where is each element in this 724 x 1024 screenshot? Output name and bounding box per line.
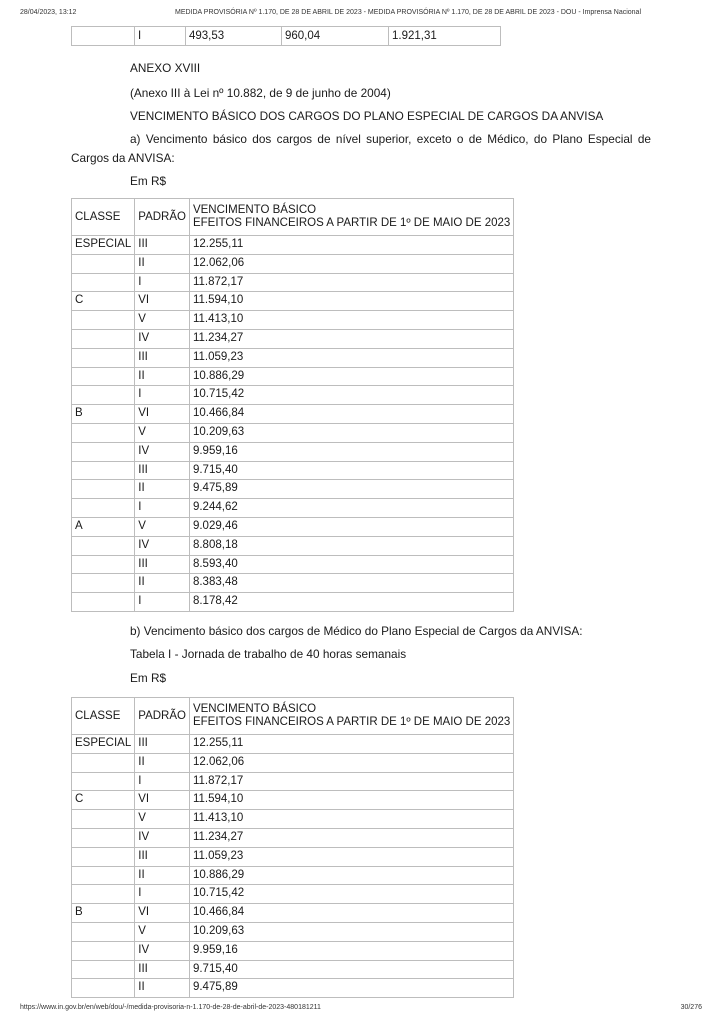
column-header-padrao: PADRÃO (135, 199, 190, 236)
padrao-cell: II (135, 254, 190, 273)
table-row (72, 847, 514, 866)
table-row (72, 555, 514, 574)
table-row (72, 442, 514, 461)
table-row (72, 405, 514, 424)
classe-cell (72, 423, 135, 442)
table-row (72, 254, 514, 273)
column-header-classe: CLASSE (72, 199, 135, 236)
print-date: 28/04/2023, 13:12 (20, 9, 77, 16)
section-b-text: b) Vencimento básico dos cargos de Médico do Plano Especial de Cargos da ANVISA: (130, 624, 583, 638)
vencimento-cell: 11.059,23 (189, 847, 513, 866)
vencimento-cell: 10.209,63 (189, 423, 513, 442)
table-row (72, 423, 514, 442)
classe-cell: ESPECIAL (72, 236, 135, 255)
padrao-cell: IV (135, 329, 190, 348)
table-row (72, 885, 514, 904)
classe-cell: C (72, 791, 135, 810)
table-row (72, 735, 514, 754)
classe-cell (72, 273, 135, 292)
annex-reference: (Anexo III à Lei nº 10.882, de 9 de junho de 2004) (130, 86, 391, 100)
vencimento-cell: 9.959,16 (189, 442, 513, 461)
print-header-title: MEDIDA PROVISÓRIA Nº 1.170, DE 28 DE ABRIL DE 2023 - MEDIDA PROVISÓRIA Nº 1.170, DE 28 DE ABRIL DE 2023 - DOU - Imprensa Nacional (175, 9, 641, 16)
padrao-cell: III (135, 236, 190, 255)
table-row (72, 753, 514, 772)
padrao-cell: IV (135, 536, 190, 555)
print-footer-url: https://www.in.gov.br/en/web/dou/-/medida-provisoria-n-1.170-de-28-de-abril-de-2023-480181211 (20, 1004, 321, 1011)
padrao-cell: II (135, 480, 190, 499)
header-line-2: EFEITOS FINANCEIROS A PARTIR DE 1º DE MAIO DE 2023 (192, 716, 511, 728)
vencimento-cell: 10.466,84 (189, 405, 513, 424)
section-a-unit: Em R$ (130, 174, 167, 188)
salary-table-a (71, 198, 514, 612)
table-row (72, 922, 514, 941)
table-row (72, 480, 514, 499)
previous-table-fragment (71, 26, 501, 46)
section-a-text: a) Vencimento básico dos cargos de nível superior, exceto o de Médico, do Plano Especial de Cargos da ANVISA: (71, 132, 651, 165)
vencimento-cell: 12.255,11 (189, 735, 513, 754)
padrao-cell: V (135, 810, 190, 829)
table-row (72, 904, 514, 923)
classe-cell (72, 386, 135, 405)
classe-cell (72, 254, 135, 273)
vencimento-cell: 10.715,42 (189, 885, 513, 904)
table-row (72, 236, 514, 255)
padrao-cell: VI (135, 791, 190, 810)
vencimento-cell: 10.209,63 (189, 922, 513, 941)
table-row (72, 292, 514, 311)
vencimento-cell: 8.178,42 (189, 593, 513, 612)
table-row (72, 866, 514, 885)
vencimento-cell: 11.872,17 (189, 772, 513, 791)
classe-cell (72, 885, 135, 904)
annex-heading: VENCIMENTO BÁSICO DOS CARGOS DO PLANO ESPECIAL DE CARGOS DA ANVISA (130, 109, 604, 123)
vencimento-cell: 10.466,84 (189, 904, 513, 923)
vencimento-cell: 12.062,06 (189, 753, 513, 772)
classe-cell (72, 461, 135, 480)
table-header-row (72, 698, 514, 735)
vencimento-cell: 12.255,11 (189, 236, 513, 255)
column-header-padrao: PADRÃO (135, 698, 190, 735)
padrao-cell: II (135, 367, 190, 386)
classe-cell (72, 555, 135, 574)
table-row (72, 329, 514, 348)
vencimento-cell: 9.475,89 (189, 480, 513, 499)
padrao-cell: II (135, 866, 190, 885)
vencimento-cell: 10.886,29 (189, 866, 513, 885)
table-cell: 960,04 (282, 27, 389, 46)
vencimento-cell: 9.959,16 (189, 941, 513, 960)
table-row (72, 979, 514, 998)
section-b-tabela: Tabela I - Jornada de trabalho de 40 horas semanais (130, 647, 407, 661)
vencimento-cell: 9.715,40 (189, 960, 513, 979)
annex-title: ANEXO XVIII (130, 61, 201, 75)
padrao-cell: V (135, 922, 190, 941)
vencimento-cell: 10.886,29 (189, 367, 513, 386)
vencimento-cell: 11.234,27 (189, 828, 513, 847)
classe-cell (72, 442, 135, 461)
padrao-cell: VI (135, 405, 190, 424)
classe-cell: C (72, 292, 135, 311)
classe-cell (72, 866, 135, 885)
classe-cell (72, 941, 135, 960)
padrao-cell: VI (135, 292, 190, 311)
padrao-cell: II (135, 753, 190, 772)
classe-cell (72, 536, 135, 555)
table-row (72, 461, 514, 480)
table-row (72, 367, 514, 386)
table-row (72, 273, 514, 292)
classe-cell (72, 574, 135, 593)
padrao-cell: I (135, 499, 190, 518)
print-page-number: 30/276 (680, 1004, 702, 1011)
vencimento-cell: 9.029,46 (189, 517, 513, 536)
classe-cell (72, 329, 135, 348)
classe-cell: A (72, 517, 135, 536)
table-a-body (72, 236, 514, 612)
vencimento-cell: 11.413,10 (189, 810, 513, 829)
table-b-body (72, 735, 514, 998)
table-row (72, 311, 514, 330)
padrao-cell: I (135, 386, 190, 405)
padrao-cell: II (135, 574, 190, 593)
header-line-2: EFEITOS FINANCEIROS A PARTIR DE 1º DE MAIO DE 2023 (192, 217, 511, 229)
table-row (72, 810, 514, 829)
vencimento-cell: 11.234,27 (189, 329, 513, 348)
column-header-classe: CLASSE (72, 698, 135, 735)
table-row (72, 574, 514, 593)
classe-cell (72, 922, 135, 941)
classe-cell (72, 960, 135, 979)
vencimento-cell: 12.062,06 (189, 254, 513, 273)
vencimento-cell: 9.244,62 (189, 499, 513, 518)
padrao-cell: VI (135, 904, 190, 923)
vencimento-cell: 8.593,40 (189, 555, 513, 574)
classe-cell (72, 348, 135, 367)
vencimento-cell: 11.872,17 (189, 273, 513, 292)
classe-cell: ESPECIAL (72, 735, 135, 754)
vencimento-cell: 10.715,42 (189, 386, 513, 405)
classe-cell (72, 810, 135, 829)
padrao-cell: III (135, 555, 190, 574)
padrao-cell: II (135, 979, 190, 998)
classe-cell (72, 979, 135, 998)
classe-cell (72, 593, 135, 612)
table-row (72, 517, 514, 536)
padrao-cell: V (135, 423, 190, 442)
vencimento-cell: 9.475,89 (189, 979, 513, 998)
vencimento-cell: 9.715,40 (189, 461, 513, 480)
padrao-cell: IV (135, 828, 190, 847)
section-b-unit: Em R$ (130, 671, 167, 685)
column-header-vencimento (189, 698, 513, 735)
vencimento-cell: 11.594,10 (189, 791, 513, 810)
table-cell: I (135, 27, 186, 46)
padrao-cell: IV (135, 941, 190, 960)
header-line-1: VENCIMENTO BÁSICO (192, 703, 317, 715)
column-header-vencimento (189, 199, 513, 236)
classe-cell: B (72, 904, 135, 923)
table-row (72, 791, 514, 810)
table-row (72, 536, 514, 555)
padrao-cell: I (135, 885, 190, 904)
classe-cell (72, 499, 135, 518)
table-cell: 1.921,31 (389, 27, 501, 46)
vencimento-cell: 11.594,10 (189, 292, 513, 311)
vencimento-cell: 8.808,18 (189, 536, 513, 555)
padrao-cell: V (135, 517, 190, 536)
padrao-cell: V (135, 311, 190, 330)
padrao-cell: IV (135, 442, 190, 461)
table-row (72, 386, 514, 405)
padrao-cell: III (135, 847, 190, 866)
vencimento-cell: 8.383,48 (189, 574, 513, 593)
padrao-cell: III (135, 348, 190, 367)
table-row (72, 499, 514, 518)
table-cell (72, 27, 135, 46)
table-row (72, 348, 514, 367)
table-cell: 493,53 (186, 27, 282, 46)
padrao-cell: III (135, 461, 190, 480)
classe-cell (72, 367, 135, 386)
padrao-cell: III (135, 960, 190, 979)
table-header-row (72, 199, 514, 236)
classe-cell (72, 311, 135, 330)
salary-table-b (71, 697, 514, 998)
table-row (72, 27, 501, 46)
table-row (72, 593, 514, 612)
padrao-cell: I (135, 593, 190, 612)
classe-cell: B (72, 405, 135, 424)
classe-cell (72, 753, 135, 772)
padrao-cell: I (135, 273, 190, 292)
classe-cell (72, 847, 135, 866)
padrao-cell: III (135, 735, 190, 754)
classe-cell (72, 828, 135, 847)
table-row (72, 941, 514, 960)
padrao-cell: I (135, 772, 190, 791)
table-row (72, 828, 514, 847)
vencimento-cell: 11.059,23 (189, 348, 513, 367)
table-row (72, 772, 514, 791)
vencimento-cell: 11.413,10 (189, 311, 513, 330)
header-line-1: VENCIMENTO BÁSICO (192, 204, 317, 216)
table-row (72, 960, 514, 979)
classe-cell (72, 480, 135, 499)
classe-cell (72, 772, 135, 791)
